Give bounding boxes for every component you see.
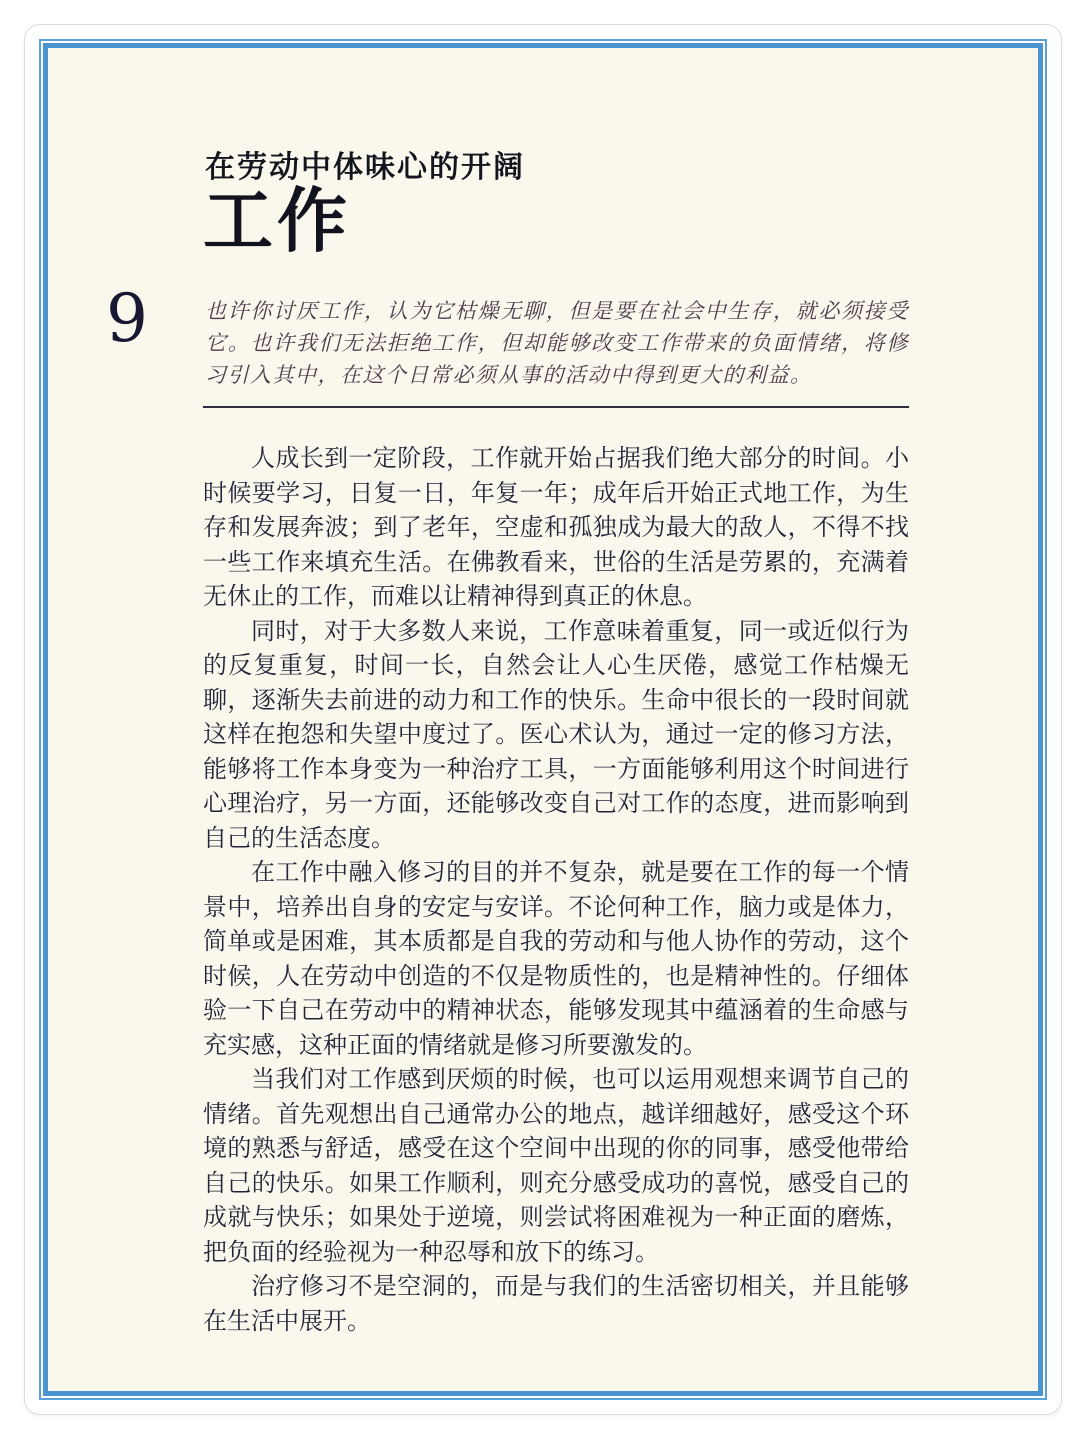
book-page [48, 48, 1038, 1391]
paragraph: 人成长到一定阶段，工作就开始占据我们绝大部分的时间。小时候要学习，日复一日，年复一年；成年后开始正式地工作，为生存和发展奔波；到了老年，空虚和孤独成为最大的敌人，不得不找一些工作来填充生活。在佛教看来，世俗的生活是劳累的，充满着无休止的工作，而难以让精神得到真正的休息。 [203, 444, 909, 610]
chapter-number: 9 [106, 280, 148, 357]
paragraph: 同时，对于大多数人来说，工作意味着重复，同一或近似行为的反复重复，时间一长，自然会让人心生厌倦，感觉工作枯燥无聊，逐渐失去前进的动力和工作的快乐。生命中很长的一段时间就这样在抱怨和失望中度过了。医心术认为，通过一定的修习方法，能够将工作本身变为一种治疗工具，一方面能够利用这个时间进行心理治疗，另一方面，还能够改变自己对工作的态度，进而影响到自己的生活态度。 [203, 616, 909, 852]
chapter-subtitle: 在劳动中体味心的开阔 [205, 151, 525, 184]
paragraph: 在工作中融入修习的目的并不复杂，就是要在工作的每一个情景中，培养出自身的安定与安详。不论何种工作，脑力或是体力，简单或是困难，其本质都是自我的劳动和与他人协作的劳动，这个时候，人在劳动中创造的不仅是物质性的，也是精神性的。仔细体验一下自己在劳动中的精神状态，能够发现其中蕴涵着的生命感与充实感，这种正面的情绪就是修习所要激发的。 [203, 858, 909, 1059]
chapter-title: 工作 [203, 179, 351, 262]
chapter-intro: 也许你讨厌工作，认为它枯燥无聊，但是要在社会中生存，就必须接受它。也许我们无法拒绝工作，但却能够改变工作带来的负面情绪，将修习引入其中，在这个日常必须从事的活动中得到更大的利益。 [205, 299, 909, 387]
inner-blue-frame [43, 43, 1043, 1396]
paragraph: 治疗修习不是空洞的，而是与我们的生活密切相关，并且能够在生活中展开。 [203, 1272, 909, 1335]
body-text [203, 441, 909, 1338]
paragraph: 当我们对工作感到厌烦的时候，也可以运用观想来调节自己的情绪。首先观想出自己通常办公的地点，越详细越好，感受这个环境的熟悉与舒适，感受在这个空间中出现的你的同事，感受他带给自己的快乐。如果工作顺利，则充分感受成功的喜悦，感受自己的成就与快乐；如果处于逆境，则尝试将困难视为一种正面的磨炼，把负面的经验视为一种忍辱和放下的练习。 [203, 1065, 909, 1266]
divider-rule [203, 406, 909, 408]
outer-blue-frame [39, 39, 1047, 1400]
page-card [24, 24, 1062, 1415]
